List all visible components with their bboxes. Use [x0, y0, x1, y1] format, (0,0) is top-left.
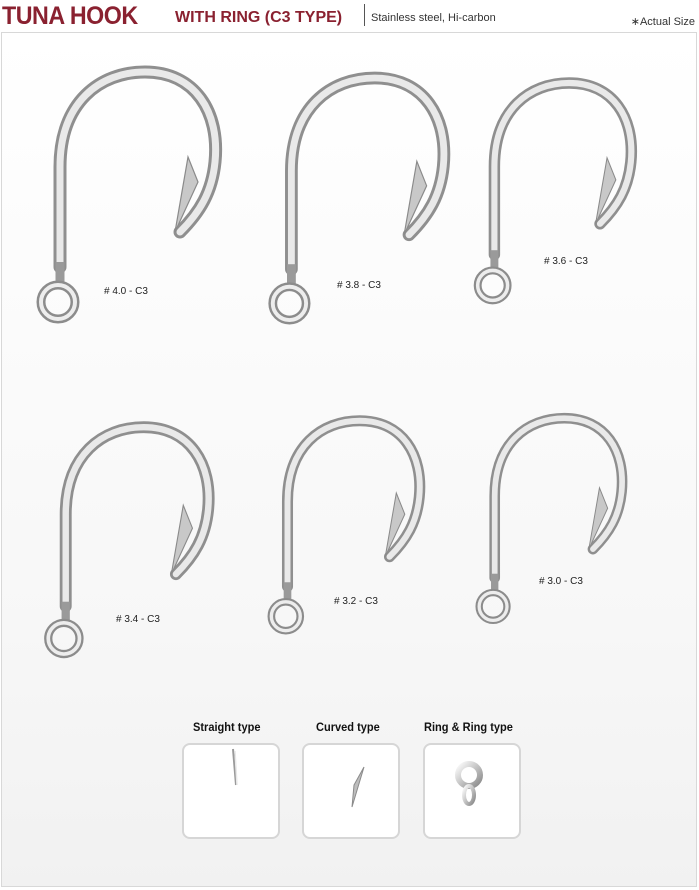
- hook-3-2: [262, 412, 432, 642]
- hook-icon: [470, 410, 634, 631]
- type-title-straight: Straight type: [193, 720, 261, 734]
- title-main: TUNA HOOK: [2, 2, 138, 30]
- hook-label: # 3.6 - C3: [544, 256, 588, 267]
- hook-3-6: [468, 74, 644, 312]
- hook-icon: [262, 68, 458, 333]
- title-divider: [364, 4, 365, 26]
- hook-label: # 3.4 - C3: [116, 614, 160, 625]
- ring-ring-type-icon: [425, 745, 519, 837]
- material-text: Stainless steel, Hi-carbon: [371, 12, 496, 24]
- curved-type-card: [302, 743, 400, 839]
- straight-type-card: [182, 743, 280, 839]
- ring-type-card: [423, 743, 521, 839]
- hook-3-0: [470, 410, 634, 631]
- hook-icon: [38, 418, 222, 666]
- type-title-curved: Curved type: [316, 720, 380, 734]
- straight-type-icon: [184, 745, 278, 837]
- hook-label: # 3.2 - C3: [334, 596, 378, 607]
- hook-label: # 4.0 - C3: [104, 286, 148, 297]
- hook-label: # 3.0 - C3: [539, 576, 583, 587]
- hook-3-4: [38, 418, 222, 666]
- actual-size-note: ∗Actual Size: [630, 16, 695, 28]
- hook-icon: [468, 74, 644, 312]
- type-title-ring: Ring & Ring type: [424, 720, 513, 734]
- hook-label: # 3.8 - C3: [337, 280, 381, 291]
- title-sub: WITH RING (C3 TYPE): [175, 9, 343, 26]
- header: [0, 0, 699, 34]
- hook-icon: [262, 412, 432, 642]
- hook-3-8: [262, 68, 458, 333]
- curved-type-icon: [304, 745, 398, 837]
